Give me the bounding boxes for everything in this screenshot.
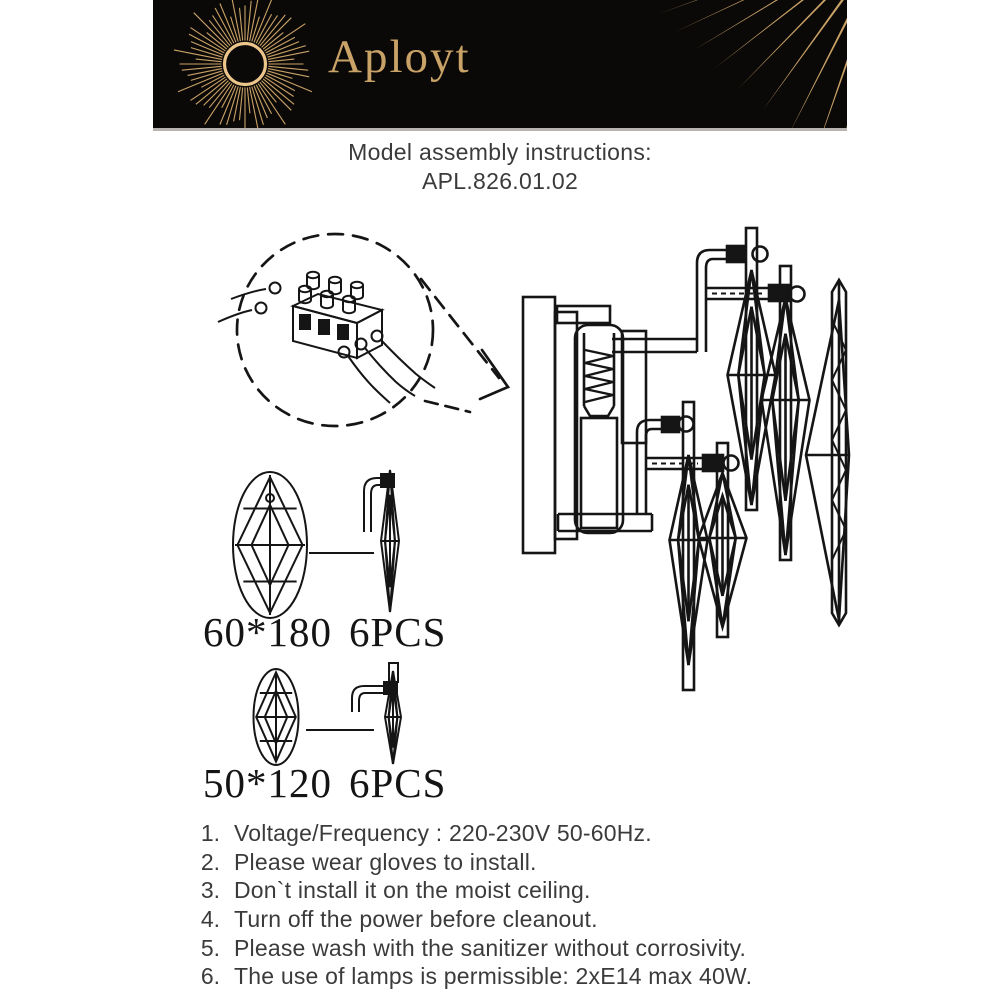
crystal-side-view bbox=[381, 470, 399, 612]
hook-cap bbox=[381, 474, 394, 487]
terminal-hole bbox=[319, 320, 329, 334]
lamp-arm bbox=[637, 420, 662, 514]
arm-cap bbox=[727, 246, 744, 262]
wall-lamp-diagram bbox=[523, 228, 849, 690]
hook-cap bbox=[384, 682, 397, 694]
crystal-front-view bbox=[254, 669, 299, 765]
junction-box bbox=[557, 306, 610, 323]
terminal-hole bbox=[338, 325, 348, 339]
brand-name: Aployt bbox=[328, 31, 471, 83]
lamp-arm bbox=[706, 259, 727, 352]
instruction-text: The use of lamps is permissible: 2xE14 max 40W. bbox=[234, 963, 753, 990]
instruction-row bbox=[190, 906, 752, 935]
callout-bubble bbox=[237, 234, 508, 426]
instruction-number: 6. bbox=[200, 963, 220, 990]
hanger-ring bbox=[724, 456, 739, 471]
wall-plate bbox=[523, 297, 555, 553]
socket-spring bbox=[585, 350, 613, 402]
instruction-number: 3. bbox=[200, 877, 220, 904]
instruction-row bbox=[190, 877, 752, 906]
hanger-ring bbox=[679, 417, 694, 432]
instruction-number: 4. bbox=[200, 906, 220, 933]
instruction-number: 1. bbox=[200, 820, 220, 846]
candle-sleeve bbox=[581, 418, 617, 528]
model-number: APL.826.01.02 bbox=[421, 168, 579, 194]
instruction-text: Voltage/Frequency : 220-230V 50-60Hz. bbox=[234, 820, 652, 846]
instruction-text: Don`t install it on the moist ceiling. bbox=[234, 877, 591, 904]
instruction-text: Please wash with the sanitizer without corrosivity. bbox=[234, 934, 747, 961]
wire-ring bbox=[270, 283, 281, 294]
wire bbox=[218, 310, 252, 322]
hanger-ring bbox=[753, 247, 768, 262]
crystal-qty-text: 6PCS bbox=[349, 609, 447, 655]
wire-ring bbox=[339, 347, 350, 358]
instruction-text: Turn off the power before cleanout. bbox=[234, 906, 598, 933]
instruction-number: 2. bbox=[200, 848, 220, 875]
instruction-row bbox=[190, 935, 752, 964]
crystal-size-label bbox=[203, 608, 446, 656]
arm-cap bbox=[662, 417, 679, 432]
crystal-size-text: 50*120 bbox=[203, 760, 332, 806]
crystal-pendants bbox=[670, 270, 810, 665]
instruction-row bbox=[190, 849, 752, 878]
wire bbox=[365, 348, 415, 396]
wire-ring bbox=[372, 331, 383, 342]
terminal-screws bbox=[299, 272, 363, 313]
terminal-hole bbox=[300, 315, 310, 329]
arm-cap bbox=[703, 455, 723, 471]
wire bbox=[231, 289, 266, 299]
instruction-row bbox=[190, 820, 752, 849]
crystal-qty-text: 6PCS bbox=[349, 760, 447, 806]
lamp-arm bbox=[646, 429, 662, 514]
instruction-list bbox=[190, 820, 752, 992]
lamp-arm bbox=[697, 250, 727, 352]
crystal-side-bar bbox=[806, 280, 849, 625]
wire-ring bbox=[256, 303, 267, 314]
instruction-text: Please wear gloves to install. bbox=[234, 848, 537, 875]
instruction-row bbox=[190, 963, 752, 992]
crystal-size-text: 60*180 bbox=[203, 609, 332, 655]
terminal-block bbox=[218, 272, 435, 403]
arm-bracket bbox=[622, 331, 646, 443]
instruction-number: 5. bbox=[200, 934, 220, 961]
wire bbox=[348, 356, 390, 403]
crystal-size-label bbox=[203, 759, 446, 807]
socket-neck bbox=[584, 406, 614, 416]
page-title: Model assembly instructions: bbox=[348, 139, 652, 165]
